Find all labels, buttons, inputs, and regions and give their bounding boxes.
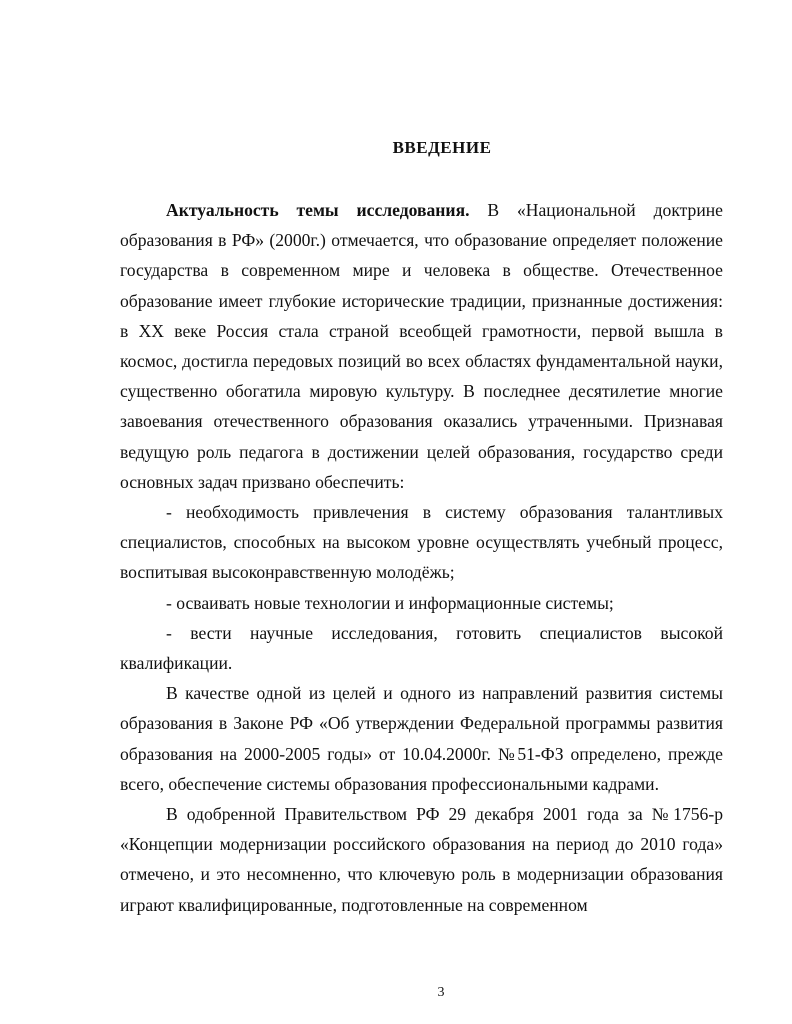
paragraph-lead: Актуальность темы исследования. [166, 200, 470, 220]
list-item: - осваивать новые технологии и информационные системы; [166, 592, 614, 613]
body-text [120, 195, 723, 920]
list-item: - необходимость привлечения в систему образования талантливых специалистов, способных на высоком уровне осуществлять учебный процесс, воспитывая высоконравственную молодёжь; [120, 502, 723, 583]
list-item: - вести научные исследования, готовить специалистов высокой квалификации. [120, 622, 723, 674]
page-title: ВВЕДЕНИЕ [392, 138, 492, 157]
paragraph-text: В «Национальной доктрине образования в РФ» (2000г.) отмечается, что образование определяет положение государства в современном мире и человека в обществе. Отечественное образование имеет глубокие исторические традиции, признанные достижения: в XX веке Россия стала страной всеобщей грамотности, первой вышла в космос, достигла передовых позиций во всех областях фундаментальной науки, существенно обогатила мировую культуру. В последнее десятилетие многие завоевания отечественного образования оказались утраченными. Признавая ведущую роль педагога в достижении целей образования, государство среди основных задач призвано обеспечить: [120, 200, 723, 492]
paragraph-law: В качестве одной из целей и одного из направлений развития системы образования в Законе РФ «Об утверждении Федеральной программы развития образования на 2000-2005 годы» от 10.04.2000г. №51-ФЗ определено, прежде всего, обеспечение системы образования профессиональными кадрами. [120, 683, 723, 794]
paragraph-concept: В одобренной Правительством РФ 29 декабря 2001 года за №1756-р «Концепции модернизации российского образования на период до 2010 года» отмечено, и это несомненно, что ключевую роль в модернизации образования играют квалифицированные, подготовленные на современном [120, 804, 723, 915]
paragraph-relevance [120, 195, 723, 497]
page-number: 3 [437, 985, 445, 1000]
